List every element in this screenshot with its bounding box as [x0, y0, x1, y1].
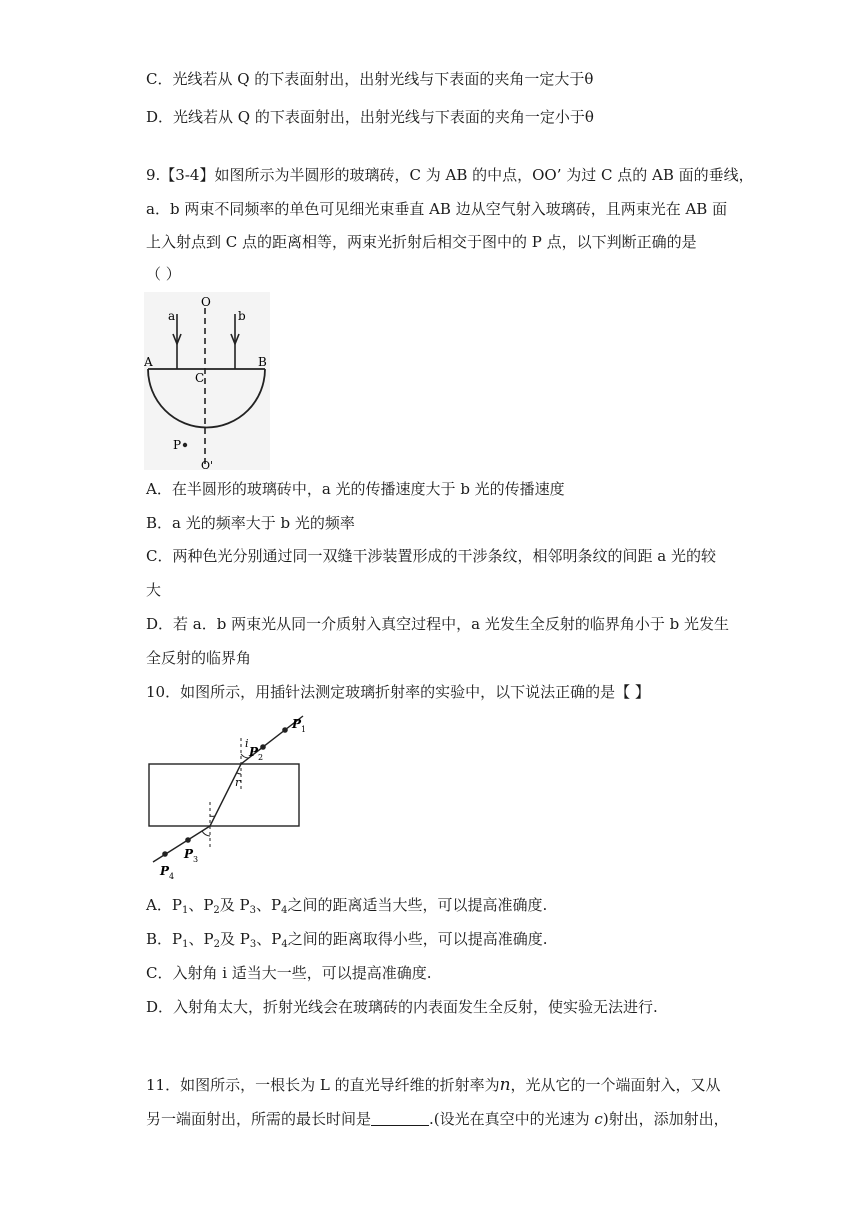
q8-option-d: D．光线若从 Q 的下表面射出，出射光线与下表面的夹角一定小于θ	[146, 108, 594, 126]
label-A: A	[144, 355, 153, 369]
label-p1: P	[292, 717, 302, 731]
q9-option-a: A．在半圆形的玻璃砖中，a 光的传播速度大于 b 光的传播速度	[146, 480, 565, 498]
q9-option-b: B．a 光的频率大于 b 光的频率	[146, 514, 355, 532]
svg-text:1: 1	[301, 725, 307, 734]
answer-blank[interactable]	[371, 1111, 429, 1126]
pin-p2	[260, 744, 266, 750]
q10-option-a: A．$P_1$、$P_2$及 $P_3$、$P_4$之间的距离适当大些，可以提高准确度.	[146, 896, 548, 916]
label-b: b	[238, 309, 246, 323]
q10-option-c: C．入射角 i 适当大一些，可以提高准确度.	[146, 964, 432, 982]
refracted-ray	[210, 764, 241, 826]
q9-stem-line4: （ ）	[146, 265, 181, 283]
q9-option-c-line2: 大	[146, 581, 162, 599]
q9-option-d-line1: D．若 a．b 两束光从同一介质射入真空过程中，a 光发生全反射的临界角小于 b 光发生	[146, 615, 729, 633]
point-p	[183, 443, 187, 447]
q10-stem: 10．如图所示，用插针法测定玻璃折射率的实验中，以下说法正确的是【 】	[146, 683, 650, 701]
pin-p1	[282, 727, 288, 733]
label-r: r	[235, 776, 241, 789]
label-o: O	[201, 295, 211, 309]
label-P: P	[173, 438, 182, 452]
label-i: i	[245, 737, 249, 750]
q10-option-b: B．$P_1$、$P_2$及 $P_3$、$P_4$之间的距离取得小些，可以提高准确度.	[146, 930, 548, 950]
label-p4: P	[160, 864, 170, 878]
label-B: B	[258, 355, 267, 369]
svg-text:4: 4	[169, 872, 175, 881]
emergent-ray	[153, 826, 210, 862]
q9-option-d-line2: 全反射的临界角	[146, 649, 252, 667]
pin-p3	[185, 837, 191, 843]
q10-option-d: D．入射角太大，折射光线会在玻璃砖的内表面发生全反射，使实验无法进行.	[146, 998, 658, 1016]
q9-semicircle-figure	[144, 292, 270, 470]
label-p3: P	[184, 847, 194, 861]
q9-option-c-line1: C．两种色光分别通过同一双缝干涉装置形成的干涉条纹，相邻明条纹的间距 a 光的较	[146, 547, 716, 565]
label-C: C	[195, 371, 205, 385]
q8-option-c: C．光线若从 Q 的下表面射出，出射光线与下表面的夹角一定大于θ	[146, 70, 594, 88]
pin-p4	[162, 851, 168, 857]
glass-block	[149, 764, 299, 826]
q11-line2: 另一端面射出，所需的最长时间是 .(设光在真空中的光速为 c)射出，添加射出，	[146, 1110, 729, 1128]
q11-line1: 11．如图所示，一根长为 L 的直光导纤维的折射率为n，光从它的一个端面射入，又从	[146, 1075, 721, 1095]
q9-stem-line3: 上入射点到 C 点的距离相等，两束光折射后相交于图中的 P 点，以下判断正确的是	[146, 233, 697, 251]
svg-text:3: 3	[193, 855, 199, 864]
label-p2: P	[249, 745, 259, 759]
q9-stem-line2: a．b 两束不同频率的单色可见细光束垂直 AB 边从空气射入玻璃砖，且两束光在 AB 面	[146, 200, 728, 218]
svg-text:2: 2	[258, 753, 264, 762]
label-a: a	[168, 309, 176, 323]
q10-refraction-figure	[144, 712, 310, 884]
label-o-prime: O'	[201, 459, 214, 470]
q9-stem-line1: 9.【3-4】如图所示为半圆形的玻璃砖，C 为 AB 的中点，OO’ 为过 C 点的 AB 面的垂线，	[146, 166, 754, 184]
